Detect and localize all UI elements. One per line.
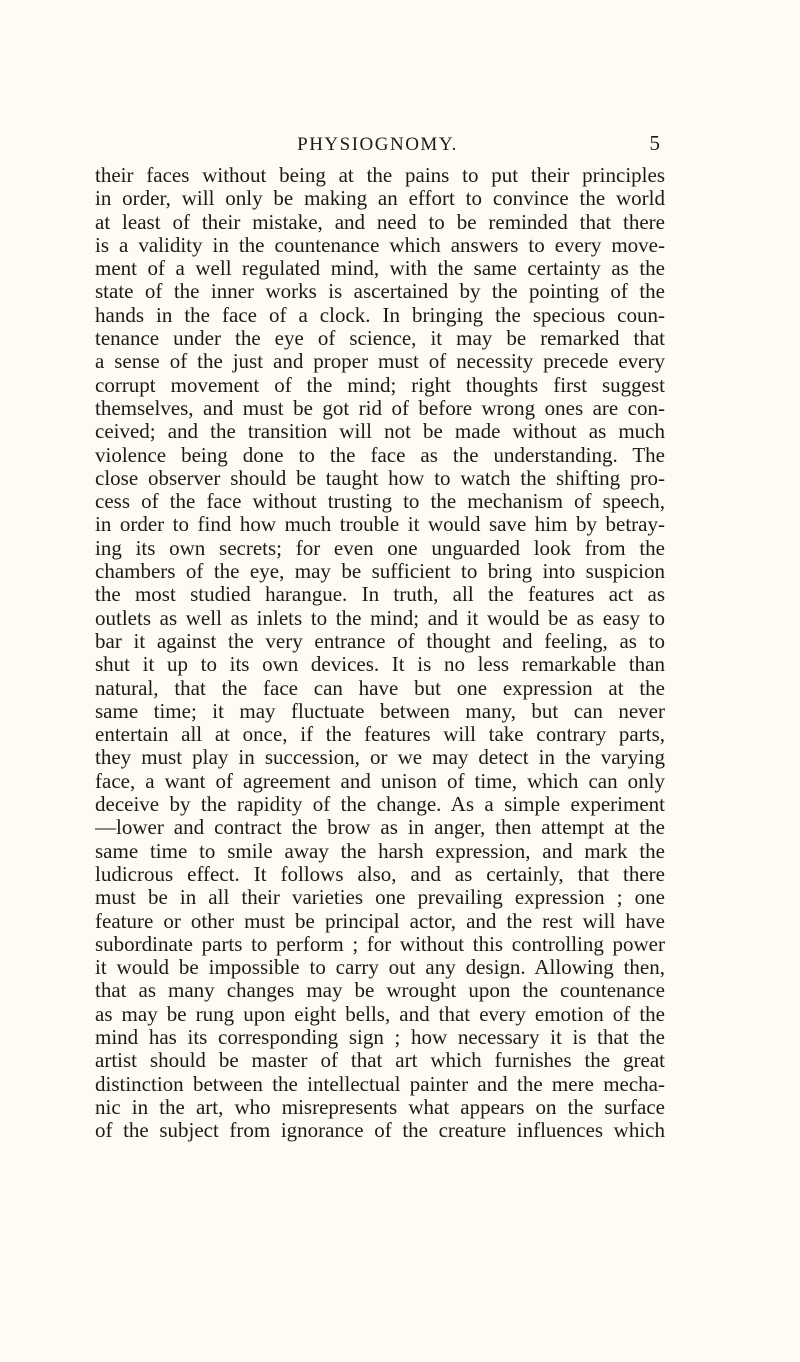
text-line: bar it against the very entrance of thought and feeling, as to bbox=[95, 629, 665, 653]
text-line: face, a want of agreement and unison of time, which can only bbox=[95, 769, 665, 793]
text-line: ceived; and the transition will not be made without as much bbox=[95, 420, 665, 444]
text-line: that as many changes may be wrought upon the countenance bbox=[95, 979, 665, 1003]
text-line: mind has its corresponding sign ; how necessary it is that the bbox=[95, 1025, 665, 1049]
text-line: their faces without being at the pains to put their principles bbox=[95, 164, 665, 187]
text-line: ludicrous effect. It follows also, and as certainly, that there bbox=[95, 862, 665, 886]
text-line: at least of their mistake, and need to be reminded that there bbox=[95, 210, 665, 234]
text-line: cess of the face without trusting to the mechanism of speech, bbox=[95, 490, 665, 514]
running-head bbox=[95, 131, 660, 164]
text-line: of the subject from ignorance of the creature influences which bbox=[95, 1119, 665, 1143]
text-line: distinction between the intellectual painter and the mere mecha- bbox=[95, 1072, 665, 1096]
text-line: ment of a well regulated mind, with the same certainty as the bbox=[95, 257, 665, 281]
text-line: feature or other must be principal actor, and the rest will have bbox=[95, 909, 665, 933]
text-line: entertain all at once, if the features will take contrary parts, bbox=[95, 723, 665, 747]
text-line: same time; it may fluctuate between many, but can never bbox=[95, 699, 665, 723]
text-line: in order to find how much trouble it would save him by betray- bbox=[95, 513, 665, 537]
page-number: 5 bbox=[649, 131, 660, 155]
text-line: they must play in succession, or we may detect in the varying bbox=[95, 746, 665, 770]
body-text bbox=[95, 164, 665, 1142]
text-line: —lower and contract the brow as in anger, then attempt at the bbox=[95, 816, 665, 840]
text-line: violence being done to the face as the understanding. The bbox=[95, 443, 665, 467]
text-line: close observer should be taught how to watch the shifting pro- bbox=[95, 466, 665, 490]
text-line: hands in the face of a clock. In bringing the specious coun- bbox=[95, 303, 665, 327]
text-line: deceive by the rapidity of the change. As a simple experiment bbox=[95, 793, 665, 817]
text-line: as may be rung upon eight bells, and that every emotion of the bbox=[95, 1002, 665, 1026]
text-line: ing its own secrets; for even one unguarded look from the bbox=[95, 536, 665, 560]
text-line: artist should be master of that art which furnishes the great bbox=[95, 1049, 665, 1073]
text-line: tenance under the eye of science, it may be remarked that bbox=[95, 327, 665, 351]
text-line: natural, that the face can have but one expression at the bbox=[95, 676, 665, 700]
text-line: chambers of the eye, may be sufficient to bring into suspicion bbox=[95, 560, 665, 584]
text-line: must be in all their varieties one prevailing expression ; one bbox=[95, 886, 665, 910]
text-line: corrupt movement of the mind; right thoughts first suggest bbox=[95, 373, 665, 397]
text-line: shut it up to its own devices. It is no less remarkable than bbox=[95, 653, 665, 677]
running-title: PHYSIOGNOMY. bbox=[297, 134, 458, 155]
text-line: themselves, and must be got rid of before wrong ones are con- bbox=[95, 396, 665, 420]
text-line: state of the inner works is ascertained by the pointing of the bbox=[95, 280, 665, 304]
text-line: outlets as well as inlets to the mind; and it would be as easy to bbox=[95, 606, 665, 630]
text-line: the most studied harangue. In truth, all the features act as bbox=[95, 583, 665, 607]
text-line: subordinate parts to perform ; for without this controlling power bbox=[95, 932, 665, 956]
text-line: a sense of the just and proper must of necessity precede every bbox=[95, 350, 665, 374]
text-line: in order, will only be making an effort to convince the world bbox=[95, 187, 665, 211]
text-line: same time to smile away the harsh expression, and mark the bbox=[95, 839, 665, 863]
text-line: is a validity in the countenance which answers to every move- bbox=[95, 233, 665, 257]
text-line: nic in the art, who misrepresents what appears on the surface bbox=[95, 1095, 665, 1119]
text-line: it would be impossible to carry out any design. Allowing then, bbox=[95, 956, 665, 980]
